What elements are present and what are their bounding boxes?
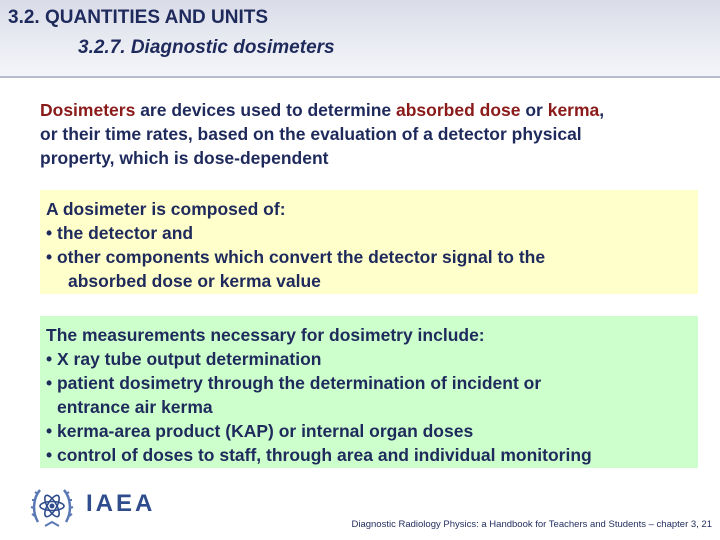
intro-text-c: , (599, 100, 605, 120)
iaea-brand: IAEA (86, 490, 156, 517)
dosimeter-composition-box (40, 190, 698, 294)
term-absorbed-dose: absorbed dose (396, 100, 521, 120)
footer-citation: Diagnostic Radiology Physics: a Handbook for Teachers and Students – chapter 3, 21 (351, 519, 712, 530)
box2-item-2-continued: entrance air kerma (57, 397, 213, 417)
intro-text-b: or (520, 100, 548, 120)
intro-text-a: are devices used to determine (135, 100, 396, 120)
box2-heading: The measurements necessary for dosimetry include: (46, 325, 485, 345)
intro-line-1 (40, 98, 700, 122)
term-dosimeters: Dosimeters (40, 100, 136, 120)
section-title: 3.2. QUANTITIES AND UNITS (8, 7, 269, 28)
box2-item-3: • kerma-area product (KAP) or internal organ doses (46, 421, 474, 441)
subsection-title: 3.2.7. Diagnostic dosimeters (78, 37, 335, 58)
intro-line-2: or their time rates, based on the evaluation of a detector physical (40, 124, 582, 144)
box1-heading: A dosimeter is composed of: (46, 199, 286, 219)
iaea-emblem-icon (30, 482, 74, 530)
intro-paragraph (40, 98, 700, 170)
box2-item-4: • control of doses to staff, through area and individual monitoring (46, 445, 592, 465)
slide-header (0, 0, 720, 78)
measurements-box (40, 316, 698, 468)
box1-item-2-continued: absorbed dose or kerma value (68, 271, 321, 291)
term-kerma: kerma (547, 100, 600, 120)
intro-line-3: property, which is dose-dependent (40, 148, 329, 168)
box2-item-1: • X ray tube output determination (46, 349, 322, 369)
box2-item-2: • patient dosimetry through the determination of incident or (46, 373, 542, 393)
box1-item-1: • the detector and (46, 223, 194, 243)
box1-item-2: • other components which convert the detector signal to the (46, 247, 546, 267)
